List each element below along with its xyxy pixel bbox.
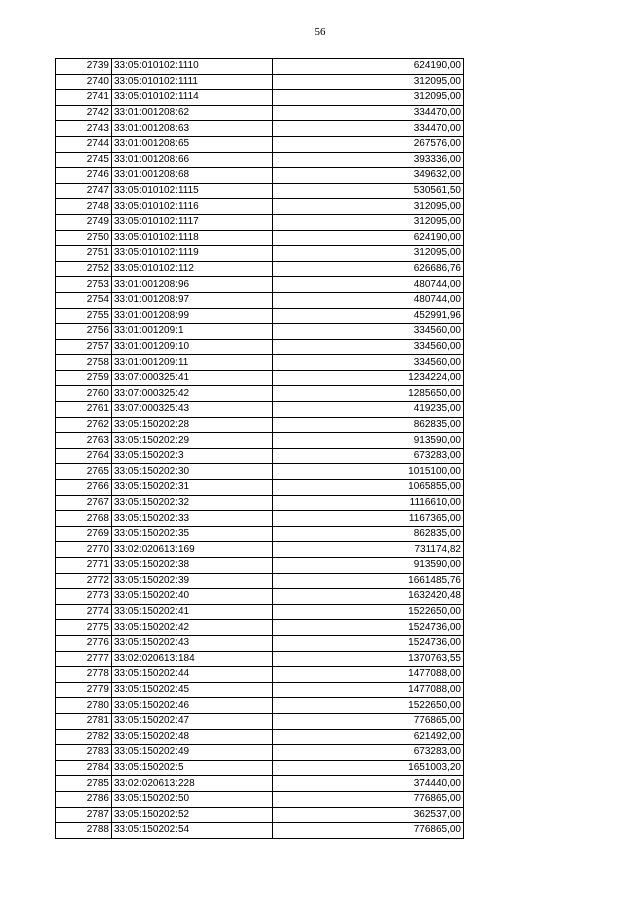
table-row — [56, 339, 464, 355]
row-number-cell: 2779 — [56, 682, 112, 698]
table-row — [56, 542, 464, 558]
cadastral-number-cell: 33:05:010102:1111 — [112, 74, 273, 90]
cadastral-value-cell: 913590,00 — [273, 433, 464, 449]
cadastral-number-cell: 33:01:001208:97 — [112, 292, 273, 308]
cadastral-number-cell: 33:05:150202:38 — [112, 558, 273, 574]
cadastral-value-cell: 312095,00 — [273, 74, 464, 90]
cadastral-value-cell: 624190,00 — [273, 59, 464, 75]
row-number-cell: 2785 — [56, 776, 112, 792]
cadastral-value-cell: 419235,00 — [273, 402, 464, 418]
table-row — [56, 152, 464, 168]
row-number-cell: 2753 — [56, 277, 112, 293]
table-row — [56, 635, 464, 651]
row-number-cell: 2774 — [56, 604, 112, 620]
cadastral-number-cell: 33:01:001208:68 — [112, 168, 273, 184]
cadastral-value-cell: 1524736,00 — [273, 635, 464, 651]
cadastral-value-cell: 621492,00 — [273, 729, 464, 745]
cadastral-value-cell: 267576,00 — [273, 136, 464, 152]
row-number-cell: 2750 — [56, 230, 112, 246]
row-number-cell: 2762 — [56, 417, 112, 433]
cadastral-number-cell: 33:05:150202:33 — [112, 511, 273, 527]
row-number-cell: 2771 — [56, 558, 112, 574]
cadastral-number-cell: 33:05:150202:49 — [112, 745, 273, 761]
table-row — [56, 729, 464, 745]
cadastral-number-cell: 33:05:010102:1117 — [112, 214, 273, 230]
table-row — [56, 823, 464, 839]
cadastral-number-cell: 33:07:000325:41 — [112, 370, 273, 386]
table-row — [56, 480, 464, 496]
cadastral-value-cell: 374440,00 — [273, 776, 464, 792]
cadastral-value-cell: 776865,00 — [273, 823, 464, 839]
cadastral-number-cell: 33:05:150202:28 — [112, 417, 273, 433]
table-row — [56, 386, 464, 402]
table-row — [56, 620, 464, 636]
cadastral-number-cell: 33:05:150202:5 — [112, 760, 273, 776]
row-number-cell: 2751 — [56, 246, 112, 262]
table-row — [56, 308, 464, 324]
table-row — [56, 230, 464, 246]
cadastral-value-cell: 334560,00 — [273, 355, 464, 371]
cadastral-value-cell: 530561,50 — [273, 183, 464, 199]
row-number-cell: 2741 — [56, 90, 112, 106]
table-row — [56, 168, 464, 184]
cadastral-value-cell: 624190,00 — [273, 230, 464, 246]
row-number-cell: 2743 — [56, 121, 112, 137]
cadastral-value-cell: 334560,00 — [273, 324, 464, 340]
row-number-cell: 2770 — [56, 542, 112, 558]
cadastral-number-cell: 33:05:150202:30 — [112, 464, 273, 480]
row-number-cell: 2784 — [56, 760, 112, 776]
cadastral-value-cell: 393336,00 — [273, 152, 464, 168]
table-row — [56, 511, 464, 527]
cadastral-number-cell: 33:01:001209:11 — [112, 355, 273, 371]
cadastral-number-cell: 33:05:150202:39 — [112, 573, 273, 589]
cadastral-number-cell: 33:05:010102:112 — [112, 261, 273, 277]
row-number-cell: 2786 — [56, 791, 112, 807]
cadastral-value-cell: 862835,00 — [273, 526, 464, 542]
table-row — [56, 698, 464, 714]
cadastral-number-cell: 33:05:150202:29 — [112, 433, 273, 449]
table-row — [56, 573, 464, 589]
row-number-cell: 2761 — [56, 402, 112, 418]
table-row — [56, 261, 464, 277]
page-number: 56 — [314, 26, 326, 38]
cadastral-value-cell: 1065855,00 — [273, 480, 464, 496]
row-number-cell: 2744 — [56, 136, 112, 152]
cadastral-number-cell: 33:01:001208:66 — [112, 152, 273, 168]
cadastral-number-cell: 33:02:020613:228 — [112, 776, 273, 792]
row-number-cell: 2747 — [56, 183, 112, 199]
table-row — [56, 183, 464, 199]
table-row — [56, 355, 464, 371]
row-number-cell: 2752 — [56, 261, 112, 277]
table-row — [56, 199, 464, 215]
row-number-cell: 2769 — [56, 526, 112, 542]
cadastral-number-cell: 33:05:010102:1115 — [112, 183, 273, 199]
row-number-cell: 2758 — [56, 355, 112, 371]
cadastral-value-table — [55, 58, 464, 839]
cadastral-value-cell: 1651003,20 — [273, 760, 464, 776]
row-number-cell: 2740 — [56, 74, 112, 90]
row-number-cell: 2783 — [56, 745, 112, 761]
cadastral-value-cell: 312095,00 — [273, 199, 464, 215]
row-number-cell: 2778 — [56, 667, 112, 683]
cadastral-value-cell: 1116610,00 — [273, 495, 464, 511]
cadastral-value-cell: 673283,00 — [273, 448, 464, 464]
cadastral-number-cell: 33:05:150202:54 — [112, 823, 273, 839]
cadastral-value-cell: 362537,00 — [273, 807, 464, 823]
table-row — [56, 105, 464, 121]
row-number-cell: 2745 — [56, 152, 112, 168]
cadastral-number-cell: 33:01:001209:1 — [112, 324, 273, 340]
cadastral-number-cell: 33:01:001209:10 — [112, 339, 273, 355]
cadastral-number-cell: 33:05:010102:1116 — [112, 199, 273, 215]
cadastral-value-cell: 776865,00 — [273, 791, 464, 807]
cadastral-number-cell: 33:05:010102:1119 — [112, 246, 273, 262]
cadastral-value-cell: 673283,00 — [273, 745, 464, 761]
row-number-cell: 2742 — [56, 105, 112, 121]
row-number-cell: 2746 — [56, 168, 112, 184]
table-row — [56, 121, 464, 137]
table-row — [56, 433, 464, 449]
table-row — [56, 526, 464, 542]
cadastral-value-cell: 480744,00 — [273, 292, 464, 308]
cadastral-value-cell: 1370763,55 — [273, 651, 464, 667]
cadastral-number-cell: 33:01:001208:62 — [112, 105, 273, 121]
cadastral-number-cell: 33:05:010102:1114 — [112, 90, 273, 106]
table-row — [56, 90, 464, 106]
table-row — [56, 651, 464, 667]
cadastral-number-cell: 33:05:150202:48 — [112, 729, 273, 745]
table-row — [56, 558, 464, 574]
cadastral-value-cell: 334470,00 — [273, 105, 464, 121]
row-number-cell: 2772 — [56, 573, 112, 589]
row-number-cell: 2766 — [56, 480, 112, 496]
cadastral-value-cell: 1477088,00 — [273, 667, 464, 683]
row-number-cell: 2782 — [56, 729, 112, 745]
table-row — [56, 292, 464, 308]
row-number-cell: 2765 — [56, 464, 112, 480]
cadastral-value-cell: 334470,00 — [273, 121, 464, 137]
cadastral-value-cell: 1015100,00 — [273, 464, 464, 480]
table-row — [56, 807, 464, 823]
cadastral-number-cell: 33:05:010102:1118 — [112, 230, 273, 246]
table-row — [56, 682, 464, 698]
row-number-cell: 2748 — [56, 199, 112, 215]
table-row — [56, 246, 464, 262]
cadastral-number-cell: 33:05:150202:40 — [112, 589, 273, 605]
table-row — [56, 713, 464, 729]
cadastral-number-cell: 33:05:150202:31 — [112, 480, 273, 496]
cadastral-number-cell: 33:05:150202:44 — [112, 667, 273, 683]
cadastral-value-cell: 334560,00 — [273, 339, 464, 355]
row-number-cell: 2764 — [56, 448, 112, 464]
row-number-cell: 2759 — [56, 370, 112, 386]
table-row — [56, 776, 464, 792]
table-row — [56, 448, 464, 464]
cadastral-number-cell: 33:05:150202:45 — [112, 682, 273, 698]
row-number-cell: 2755 — [56, 308, 112, 324]
row-number-cell: 2756 — [56, 324, 112, 340]
cadastral-number-cell: 33:05:150202:47 — [112, 713, 273, 729]
cadastral-value-cell: 1167365,00 — [273, 511, 464, 527]
row-number-cell: 2767 — [56, 495, 112, 511]
row-number-cell: 2749 — [56, 214, 112, 230]
table-row — [56, 760, 464, 776]
cadastral-value-cell: 312095,00 — [273, 90, 464, 106]
table-body — [56, 59, 464, 839]
row-number-cell: 2763 — [56, 433, 112, 449]
cadastral-value-cell: 312095,00 — [273, 246, 464, 262]
row-number-cell: 2780 — [56, 698, 112, 714]
table-row — [56, 604, 464, 620]
table-row — [56, 277, 464, 293]
cadastral-number-cell: 33:05:010102:1110 — [112, 59, 273, 75]
row-number-cell: 2739 — [56, 59, 112, 75]
table-row — [56, 59, 464, 75]
cadastral-value-cell: 862835,00 — [273, 417, 464, 433]
cadastral-value-cell: 1632420,48 — [273, 589, 464, 605]
cadastral-value-cell: 776865,00 — [273, 713, 464, 729]
table-row — [56, 589, 464, 605]
table-row — [56, 745, 464, 761]
cadastral-value-cell: 731174,82 — [273, 542, 464, 558]
table-row — [56, 495, 464, 511]
cadastral-number-cell: 33:05:150202:46 — [112, 698, 273, 714]
row-number-cell: 2768 — [56, 511, 112, 527]
cadastral-value-cell: 913590,00 — [273, 558, 464, 574]
cadastral-number-cell: 33:02:020613:184 — [112, 651, 273, 667]
cadastral-value-cell: 1522650,00 — [273, 698, 464, 714]
row-number-cell: 2781 — [56, 713, 112, 729]
row-number-cell: 2773 — [56, 589, 112, 605]
cadastral-number-cell: 33:05:150202:42 — [112, 620, 273, 636]
cadastral-value-cell: 349632,00 — [273, 168, 464, 184]
cadastral-number-cell: 33:05:150202:41 — [112, 604, 273, 620]
table-row — [56, 464, 464, 480]
row-number-cell: 2754 — [56, 292, 112, 308]
row-number-cell: 2777 — [56, 651, 112, 667]
row-number-cell: 2775 — [56, 620, 112, 636]
cadastral-value-cell: 1285650,00 — [273, 386, 464, 402]
table-row — [56, 417, 464, 433]
cadastral-number-cell: 33:07:000325:43 — [112, 402, 273, 418]
cadastral-value-cell: 1522650,00 — [273, 604, 464, 620]
row-number-cell: 2788 — [56, 823, 112, 839]
table-row — [56, 136, 464, 152]
cadastral-value-cell: 312095,00 — [273, 214, 464, 230]
table-row — [56, 214, 464, 230]
cadastral-number-cell: 33:05:150202:35 — [112, 526, 273, 542]
cadastral-number-cell: 33:05:150202:3 — [112, 448, 273, 464]
cadastral-number-cell: 33:07:000325:42 — [112, 386, 273, 402]
cadastral-number-cell: 33:05:150202:32 — [112, 495, 273, 511]
cadastral-value-cell: 626686,76 — [273, 261, 464, 277]
table-row — [56, 791, 464, 807]
cadastral-number-cell: 33:05:150202:50 — [112, 791, 273, 807]
row-number-cell: 2776 — [56, 635, 112, 651]
table-row — [56, 324, 464, 340]
cadastral-number-cell: 33:05:150202:43 — [112, 635, 273, 651]
cadastral-number-cell: 33:01:001208:99 — [112, 308, 273, 324]
table-row — [56, 402, 464, 418]
table-row — [56, 74, 464, 90]
cadastral-number-cell: 33:01:001208:96 — [112, 277, 273, 293]
cadastral-value-cell: 1477088,00 — [273, 682, 464, 698]
cadastral-number-cell: 33:01:001208:65 — [112, 136, 273, 152]
table-row — [56, 370, 464, 386]
cadastral-value-cell: 480744,00 — [273, 277, 464, 293]
table-row — [56, 667, 464, 683]
cadastral-value-cell: 1234224,00 — [273, 370, 464, 386]
cadastral-value-cell: 452991,96 — [273, 308, 464, 324]
cadastral-value-cell: 1524736,00 — [273, 620, 464, 636]
row-number-cell: 2760 — [56, 386, 112, 402]
cadastral-number-cell: 33:05:150202:52 — [112, 807, 273, 823]
row-number-cell: 2757 — [56, 339, 112, 355]
cadastral-number-cell: 33:02:020613:169 — [112, 542, 273, 558]
cadastral-number-cell: 33:01:001208:63 — [112, 121, 273, 137]
row-number-cell: 2787 — [56, 807, 112, 823]
cadastral-value-cell: 1661485,76 — [273, 573, 464, 589]
